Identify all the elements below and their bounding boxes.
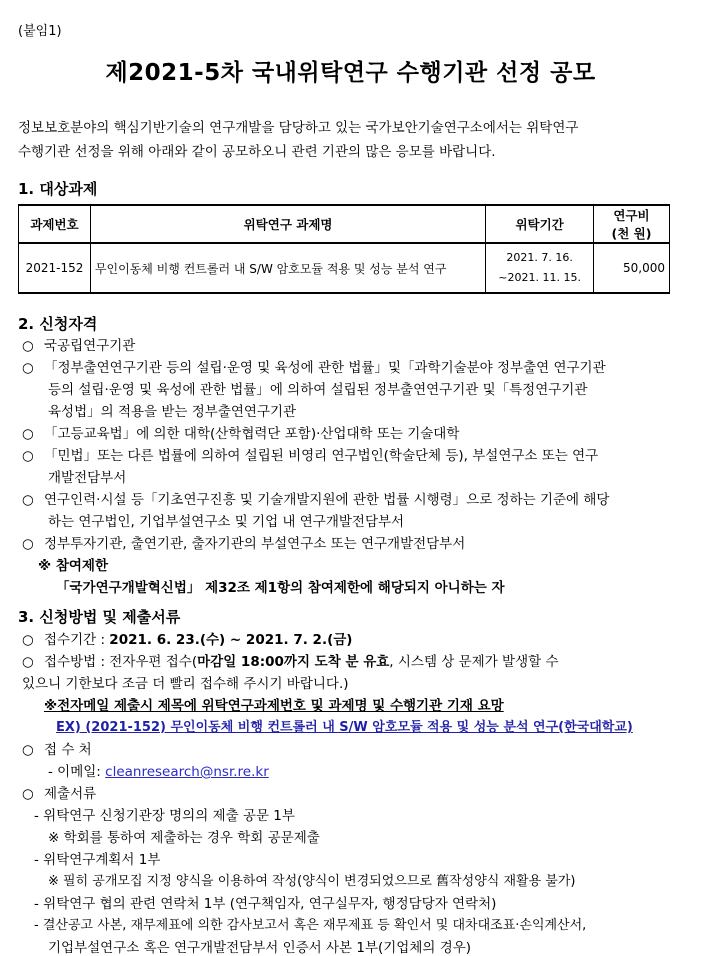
document-item-3: - 위탁연구 협의 관련 연락처 1부 (연구책임자, 연구실무자, 행정담당자 연락처)	[34, 896, 497, 912]
header-task-name: 위탁연구 과제명	[90, 205, 485, 243]
email-prefix: - 이메일:	[48, 764, 106, 780]
recipient	[22, 738, 92, 758]
cell-task-number: 2021-152	[19, 243, 91, 293]
eligibility-text-6: 정부투자기관, 출연기관, 출자기관의 부설연구소 또는 연구개발전담부서	[44, 536, 466, 552]
eligibility-item-1	[22, 334, 135, 354]
document-note-1: ※ 학회를 통하여 제출하는 경우 학회 공문제출	[48, 830, 320, 846]
document-item-4: - 결산공고 사본, 재무제표에 의한 감사보고서 혹은 재무제표 등 확인서 및 대차대조표·손익계산서,	[34, 918, 587, 933]
cell-task-name: 무인이동체 비행 컨트롤러 내 S/W 암호모듈 적용 및 성능 분석 연구	[90, 243, 485, 293]
eligibility-text-3: 「고등교육법」에 의한 대학(산학협력단 포함)·산업대학 또는 기술대학	[44, 426, 460, 442]
circle-bullet: ○	[22, 492, 34, 508]
header-budget-line-1: 연구비	[613, 208, 650, 223]
intro-line-1: 정보보호분야의 핵심기반기술의 연구개발을 담당하고 있는 국가보안기술연구소에서는 위탁연구	[18, 120, 579, 136]
task-table	[18, 204, 670, 294]
circle-bullet: ○	[22, 426, 34, 442]
header-task-number: 과제번호	[19, 205, 91, 243]
application-method-line-2: 있으니 기한보다 조금 더 빨리 접수해 주시기 바랍니다.)	[22, 676, 349, 692]
eligibility-item-4	[22, 444, 598, 464]
documents-label: 제출서류	[44, 786, 97, 802]
eligibility-text-1: 국공립연구기관	[44, 338, 136, 354]
header-budget-line-2: (천 원)	[611, 226, 652, 241]
eligibility-item-5	[22, 488, 609, 508]
circle-bullet: ○	[22, 536, 34, 552]
application-deadline: 마감일 18:00까지 도착 분 유효	[197, 654, 390, 670]
eligibility-text-5b: 하는 연구법인, 기업부설연구소 및 기업 내 연구개발전담부서	[48, 514, 405, 530]
intro-line-2: 수행기관 선정을 위해 아래와 같이 공모하오니 관련 기관의 많은 응모를 바랍니다.	[18, 144, 496, 160]
eligibility-text-2b: 등의 설립·운영 및 육성에 관한 법률」에 의하여 설립된 정부출연연구기관 및「특정연구기관	[48, 382, 588, 398]
circle-bullet: ○	[22, 338, 34, 354]
eligibility-text-4a: 「민법」또는 다른 법률에 의하여 설립된 비영리 연구법인(학술단체 등), 부설연구소 또는 연구	[44, 448, 599, 464]
section-2-heading: 2. 신청자격	[18, 315, 98, 333]
eligibility-item-2	[22, 356, 606, 376]
recipient-label: 접 수 처	[44, 742, 92, 758]
cell-period	[486, 243, 594, 293]
eligibility-text-2a: 「정부출연연구기관 등의 설립·운영 및 육성에 관한 법률」및「과학기술분야 정부출연 연구기관	[44, 360, 606, 376]
header-budget	[594, 205, 670, 243]
header-period: 위탁기간	[486, 205, 594, 243]
application-method-label: 접수방법 : 전자우편 접수(	[44, 654, 198, 670]
eligibility-item-6	[22, 532, 465, 552]
intro-paragraph	[18, 116, 683, 164]
document-item-2: - 위탁연구계획서 1부	[34, 852, 161, 868]
application-period-value: 2021. 6. 23.(수) ~ 2021. 7. 2.(금)	[109, 632, 353, 648]
circle-bullet: ○	[22, 360, 34, 376]
attachment-label: (붙임1)	[18, 24, 62, 39]
email-subject-note: ※전자메일 제출시 제목에 위탁연구과제번호 및 과제명 및 수행기관 기재 요망	[44, 698, 504, 714]
application-method	[22, 650, 559, 670]
email-link[interactable]: cleanresearch@nsr.re.kr	[105, 764, 269, 780]
document-note-2: ※ 필히 공개모집 지정 양식을 이용하여 작성(양식이 변경되었으므로 舊작성양식 재활용 불가)	[48, 874, 576, 889]
circle-bullet: ○	[22, 742, 34, 758]
cell-period-start: 2021. 7. 16.	[506, 251, 573, 264]
document-item-1: - 위탁연구 신청기관장 명의의 제출 공문 1부	[34, 808, 295, 824]
eligibility-text-4b: 개발전담부서	[48, 470, 127, 486]
circle-bullet: ○	[22, 786, 34, 802]
eligibility-text-5a: 연구인력·시설 등「기초연구진흥 및 기술개발지원에 관한 법률 시행령」으로 정하는 기준에 해당	[44, 492, 610, 508]
application-period	[22, 628, 352, 648]
documents	[22, 782, 96, 802]
document-item-4-cont: 기업부설연구소 혹은 연구개발전담부서 인증서 사본 1부(기업체의 경우)	[48, 940, 472, 956]
participation-restriction-body: 「국가연구개발혁신법」 제32조 제1항의 참여제한에 해당되지 아니하는 자	[56, 580, 505, 596]
page-title: 제2021-5차 국내위탁연구 수행기관 선정 공모	[105, 60, 596, 86]
eligibility-item-3	[22, 422, 459, 442]
cell-budget: 50,000	[594, 243, 670, 293]
circle-bullet: ○	[22, 448, 34, 464]
participation-restriction-title: ※ 참여제한	[38, 558, 108, 574]
eligibility-text-2c: 육성법」의 적용을 받는 정부출연연구기관	[48, 404, 297, 420]
application-period-label: 접수기간 :	[44, 632, 110, 648]
circle-bullet: ○	[22, 632, 34, 648]
cell-period-end: ~2021. 11. 15.	[498, 271, 581, 284]
circle-bullet: ○	[22, 654, 34, 670]
application-method-rest: , 시스템 상 문제가 발생할 수	[389, 654, 559, 670]
recipient-email-row	[48, 760, 269, 780]
section-3-heading: 3. 신청방법 및 제출서류	[18, 608, 181, 626]
section-1-heading: 1. 대상과제	[18, 180, 98, 198]
email-subject-example: EX) (2021-152) 무인이동체 비행 컨트롤러 내 S/W 암호모듈 적용 및 성능 분석 연구(한국대학교)	[56, 720, 633, 735]
table-row	[19, 243, 670, 293]
